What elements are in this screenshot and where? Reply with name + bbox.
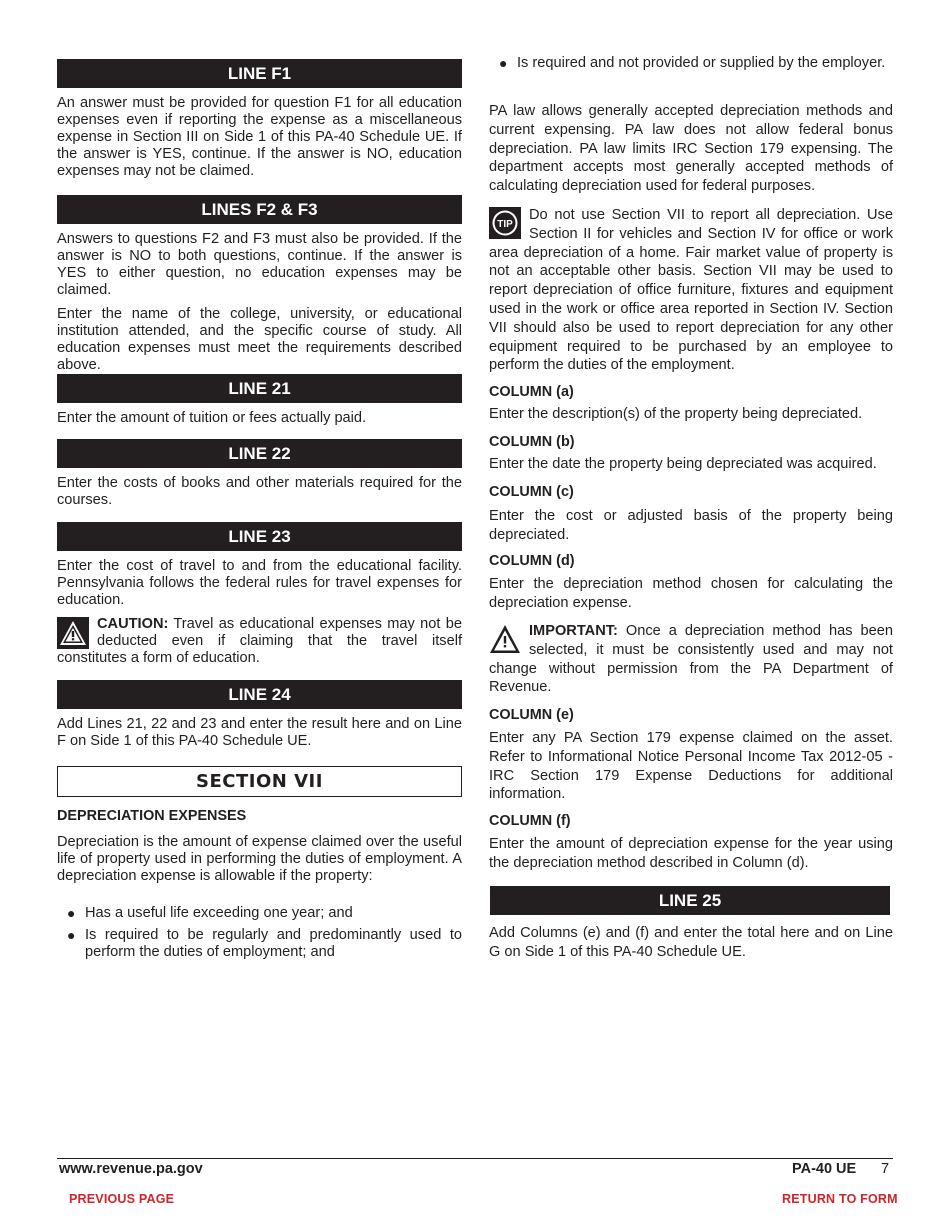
column-e-text: Enter any PA Section 179 expense claimed on the asset. Refer to Informational Notice Personal Income Tax 2012-05 - IRC Section 179 Expense Deductions for additional information.	[489, 730, 893, 803]
line-24-heading: LINE 24	[57, 680, 462, 709]
line-22-text: Enter the costs of books and other materials required for the courses.	[57, 475, 462, 508]
caution-note	[57, 616, 462, 667]
return-to-form-link[interactable]: RETURN TO FORM	[782, 1192, 898, 1206]
previous-page-link[interactable]: PREVIOUS PAGE	[69, 1192, 175, 1206]
column-d-heading: COLUMN (d)	[489, 553, 575, 569]
lines-f2-f3-text-2: Enter the name of the college, university, or educational institution attended, and the specific course of study. All education expenses must meet the requirements described above.	[57, 306, 462, 373]
line-25-heading: LINE 25	[490, 886, 890, 915]
column-c-heading: COLUMN (c)	[489, 484, 574, 500]
line-22-heading: LINE 22	[57, 439, 462, 468]
lines-f2-f3-heading: LINES F2 & F3	[57, 195, 462, 224]
line-25-text: Add Columns (e) and (f) and enter the total here and on Line G on Side 1 of this PA-40 Schedule UE.	[489, 925, 893, 960]
depreciation-expenses-subheading: DEPRECIATION EXPENSES	[57, 808, 247, 824]
pa-law-text: PA law allows generally accepted depreciation methods and current expensing. PA law does not allow federal bonus depreciation. PA law limits IRC Section 179 expensing. The department accepts most generally accepted methods of calculating depreciation used for federal purposes.	[489, 103, 893, 195]
tip-icon	[489, 207, 521, 239]
line-f1-text: An answer must be provided for question F1 for all education expenses even if reporting the expense as a miscellaneous expense in Section III on Side 1 of this PA-40 Schedule UE. If the answer is YES, continue. If the answer is NO, education expenses may not be claimed.	[57, 95, 462, 179]
important-text: Once a depreciation method has been selected, it must be consistently used and may not change without permission from the PA Department of Revenue.	[489, 623, 893, 696]
line-f1-heading: LINE F1	[57, 59, 462, 88]
caution-text: Travel as educational expenses may not be deducted even if claiming that the travel itself constitutes a form of education.	[57, 616, 462, 666]
line-21-text: Enter the amount of tuition or fees actually paid.	[57, 410, 367, 426]
footer-url: www.revenue.pa.gov	[59, 1161, 203, 1177]
caution-triangle-icon	[57, 617, 89, 649]
line-23-text: Enter the cost of travel to and from the educational facility. Pennsylvania follows the federal rules for travel expenses for education.	[57, 558, 462, 608]
line-21-heading: LINE 21	[57, 374, 462, 403]
line-23-heading: LINE 23	[57, 522, 462, 551]
column-b-text: Enter the date the property being depreciated was acquired.	[489, 456, 877, 472]
column-a-heading: COLUMN (a)	[489, 384, 574, 400]
column-c-text: Enter the cost or adjusted basis of the property being depreciated.	[489, 508, 893, 543]
svg-text:TIP: TIP	[497, 219, 513, 230]
column-a-text: Enter the description(s) of the property being depreciated.	[489, 406, 863, 422]
list-item: ● Is required and not provided or supplied by the employer.	[499, 55, 886, 71]
caution-label: CAUTION:	[97, 616, 169, 632]
footer-form-name: PA-40 UE	[792, 1161, 857, 1177]
footer-rule	[57, 1158, 893, 1159]
important-label: IMPORTANT:	[529, 623, 618, 639]
section-vii-heading: SECTION VII	[57, 766, 462, 797]
line-24-text: Add Lines 21, 22 and 23 and enter the result here and on Line F on Side 1 of this PA-40 Schedule UE.	[57, 716, 462, 749]
caution-triangle-icon	[489, 623, 521, 655]
bullet-dot-icon: ●	[67, 927, 76, 943]
column-f-text: Enter the amount of depreciation expense for the year using the depreciation method described in Column (d).	[489, 836, 893, 871]
bullet-dot-icon: ●	[67, 905, 76, 921]
bullet-dot-icon: ●	[499, 55, 508, 71]
lines-f2-f3-text-1: Answers to questions F2 and F3 must also be provided. If the answer is NO to both questions, continue. If the answer is YES to either question, no education expenses may be claimed.	[57, 231, 462, 298]
column-e-heading: COLUMN (e)	[489, 707, 574, 723]
list-item: ● Is required to be regularly and predominantly used to perform the duties of employment; and	[67, 927, 462, 960]
column-f-heading: COLUMN (f)	[489, 813, 571, 829]
depreciation-intro-text: Depreciation is the amount of expense claimed over the useful life of property used in performing the duties of employment. A depreciation expense is allowable if the property:	[57, 834, 462, 884]
column-d-text: Enter the depreciation method chosen for calculating the depreciation expense.	[489, 576, 893, 611]
important-note	[489, 622, 893, 697]
tip-note	[489, 206, 893, 375]
tip-text: Do not use Section VII to report all depreciation. Use Section II for vehicles and Section IV for office or work area depreciation of a home. Fair market value of property is not an acceptable other basis. Section VII may be used to report depreciation of office furniture, fixtures and equipment used in the work or office area reported in Section IV. Section VII should also be used to report depreciation for any other equipment required to be purchased by an employee to perform the duties of the employment.	[489, 207, 893, 374]
list-item: ● Has a useful life exceeding one year; and	[67, 905, 353, 921]
page-number: 7	[881, 1161, 890, 1177]
column-b-heading: COLUMN (b)	[489, 434, 575, 450]
